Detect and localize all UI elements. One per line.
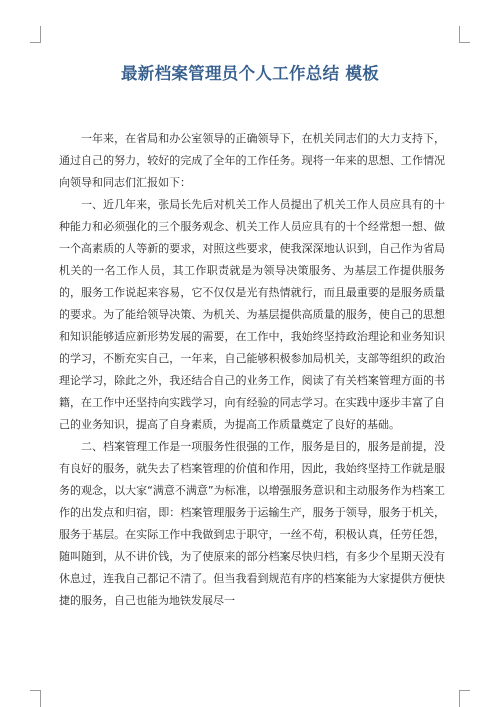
crop-mark-bottom-right bbox=[459, 690, 470, 707]
crop-mark-bottom-left bbox=[30, 690, 41, 707]
paragraph-section-2: 二、档案管理工作是一项服务性很强的工作，服务是目的，服务是前提，没有良好的服务，就失去了档案管理的价值和作用，因此，我始终坚持工作就是服务的观念，以大家“满意不满意”为标准，以增强服务意识和主动服务作为档案工作的出发点和归宿，即：档案管理服务于运输生产，服务于领导，服务于机关，服务于基层。在实际工作中我做到忠于职守，一丝不苟，积极认真，任劳任怨，随叫随到，从不讲价钱，为了使原来的部分档案尽快归档，有多少个星期天没有休息过，连我自己都记不清了。但当我看到规范有序的档案能为大家提供方便快捷的服务，自己也能为地铁发展尽一 bbox=[59, 440, 445, 607]
crop-mark-top-right bbox=[459, 26, 470, 43]
paragraph-intro: 一年来，在省局和办公室领导的正确领导下，在机关同志们的大力支持下，通过自己的努力，较好的完成了全年的工作任务。现将一年来的思想、工作情况向领导和同志们汇报如下： bbox=[59, 132, 445, 189]
crop-mark-top-left bbox=[30, 26, 41, 43]
document-title: 最新档案管理员个人工作总结 模板 bbox=[120, 64, 380, 83]
paragraph-section-1: 一、近几年来，张局长先后对机关工作人员提出了机关工作人员应具有的十种能力和必须强化的三个服务观念、机关工作人员应具有的十个经常想一想、做一个高素质的人等新的要求，对照这些要求，使我深深地认识到，自己作为省局机关的一名工作人员，其工作职责就是为领导决策服务、为基层工作提供服务的，服务工作说起来容易，它不仅仅是光有热情就行，而且最重要的是服务质量的要求。为了能给领导决策、为机关、为基层提供高质量的服务，使自己的思想和知识能够适应新形势发展的需要，在工作中，我始终坚持政治理论和业务知识的学习，不断充实自己，一年来，自己能够积极参加局机关，支部等组织的政治理论学习，除此之外，我还结合自己的业务工作，阅读了有关档案管理方面的书籍，在工作中还坚持向实践学习，向有经验的同志学习。在实践中逐步丰富了自己的业务知识，提高了自身素质，为提高工作质量奠定了良好的基础。 bbox=[59, 198, 445, 431]
document-body bbox=[59, 128, 445, 612]
